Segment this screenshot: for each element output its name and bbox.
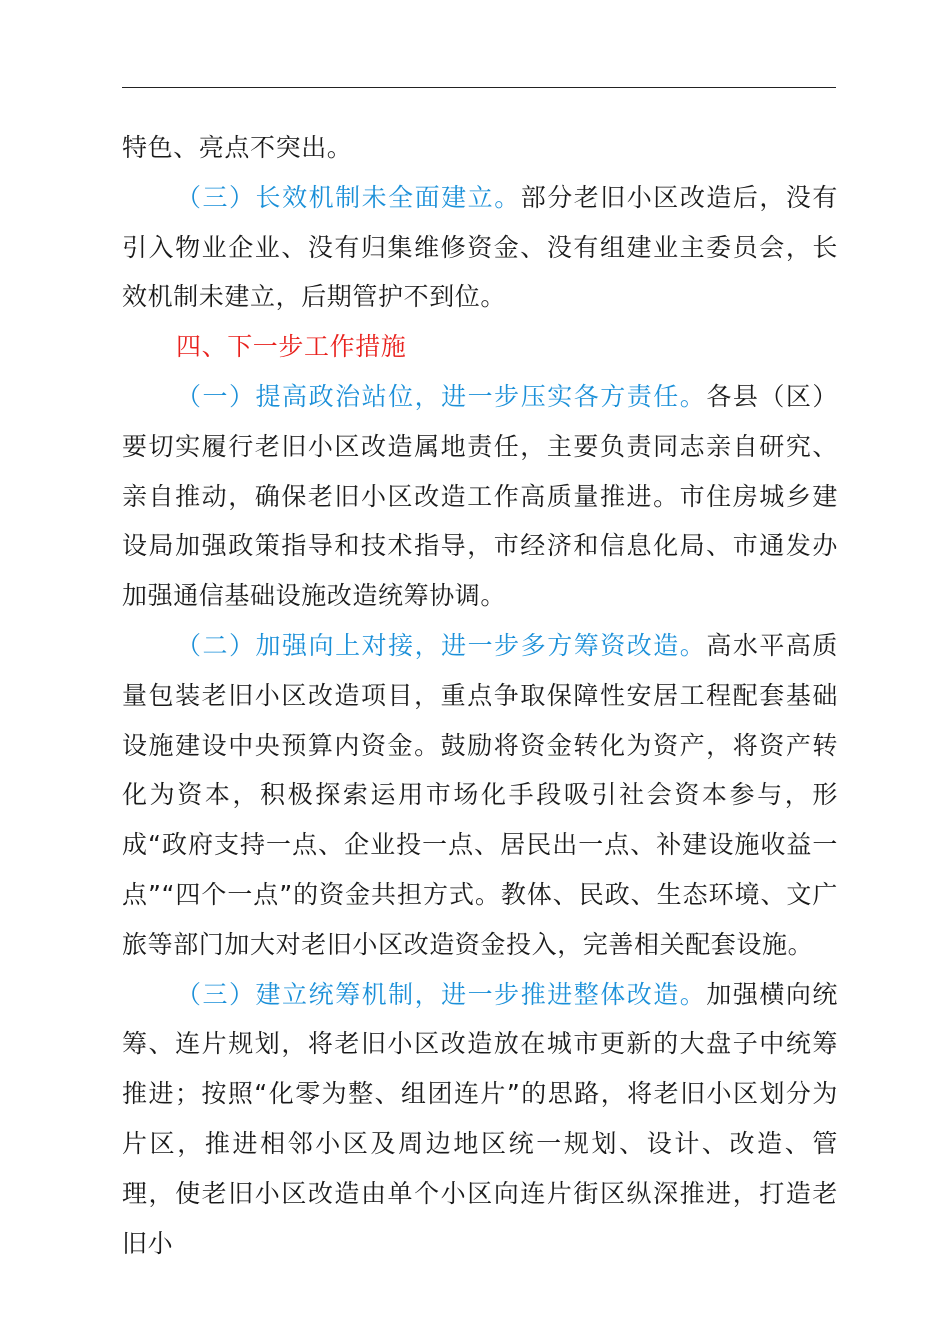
document-body bbox=[122, 123, 838, 1268]
paragraph-continuation bbox=[122, 123, 838, 173]
subheading: （二）加强向上对接，进一步多方筹资改造。 bbox=[176, 630, 707, 660]
subheading: （三）长效机制未全面建立。 bbox=[176, 182, 521, 212]
paragraph-political-standing bbox=[122, 372, 838, 621]
paragraph-long-term-mechanism bbox=[122, 173, 838, 322]
paragraph-coordination bbox=[122, 970, 838, 1269]
section-heading-next-steps bbox=[122, 322, 838, 372]
section-heading: 四、下一步工作措施 bbox=[176, 332, 407, 362]
paragraph-body: 各县（区）要切实履行老旧小区改造属地责任，主要负责同志亲自研究、亲自推动，确保老旧小区改造工作高质量推进。市住房城乡建设局加强政策指导和技术指导，市经济和信息化局、市通发办加强通信基础设施改造统筹协调。 bbox=[122, 381, 838, 611]
paragraph-body: 部分老旧小区改造后，没有引入物业企业、没有归集维修资金、没有组建业主委员会，长效机制未建立，后期管护不到位。 bbox=[122, 182, 838, 312]
paragraph-body: 特色、亮点不突出。 bbox=[122, 133, 353, 162]
subheading: （一）提高政治站位，进一步压实各方责任。 bbox=[176, 381, 707, 411]
paragraph-body: 高水平高质量包装老旧小区改造项目，重点争取保障性安居工程配套基础设施建设中央预算内资金。鼓励将资金转化为资产，将资产转化为资本，积极探索运用市场化手段吸引社会资本参与，形成“政府支持一点、企业投一点、居民出一点、补建设施收益一点”“四个一点”的资金共担方式。教体、民政、生态环境、文广旅等部门加大对老旧小区改造资金投入，完善相关配套设施。 bbox=[122, 630, 838, 959]
header-rule bbox=[122, 87, 836, 88]
paragraph-funding bbox=[122, 621, 838, 970]
subheading: （三）建立统筹机制，进一步推进整体改造。 bbox=[176, 979, 707, 1009]
paragraph-body: 加强横向统筹、连片规划，将老旧小区改造放在城市更新的大盘子中统筹推进；按照“化零为整、组团连片”的思路，将老旧小区划分为片区，推进相邻小区及周边地区统一规划、设计、改造、管理，使老旧小区改造由单个小区向连片街区纵深推进，打造老旧小 bbox=[122, 979, 838, 1258]
